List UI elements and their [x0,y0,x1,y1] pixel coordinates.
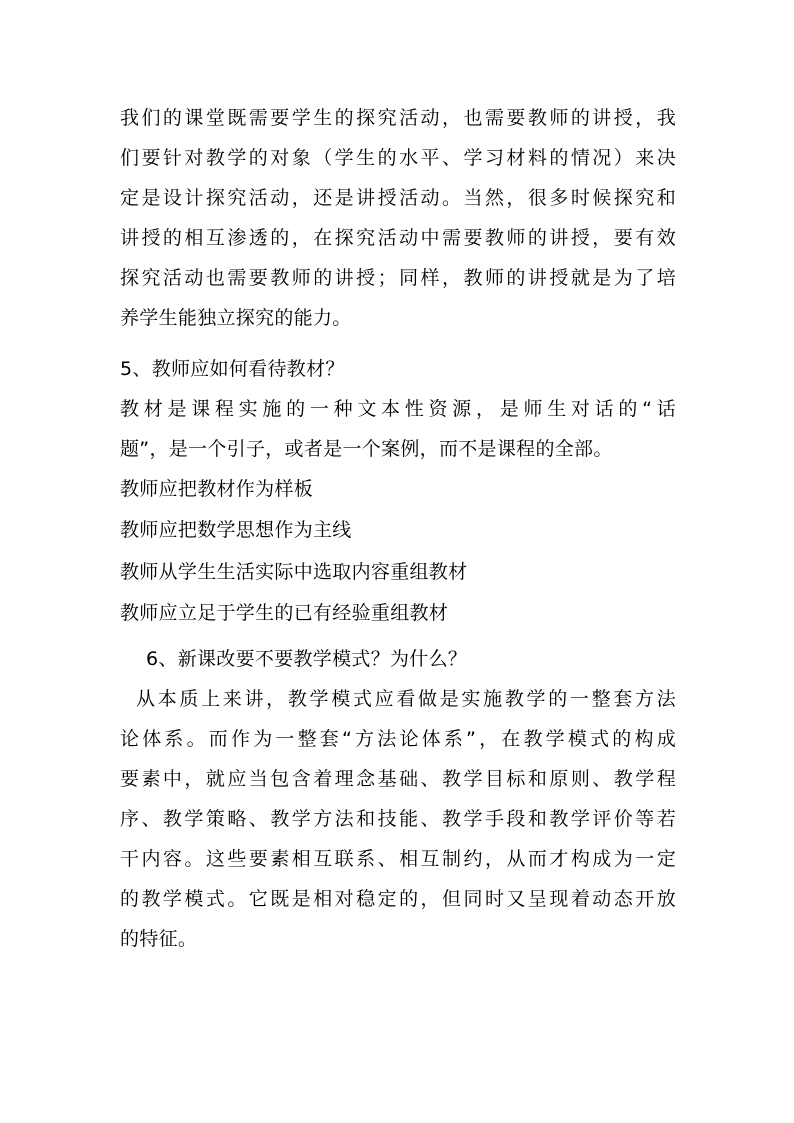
paragraph-2-line-2: 题”，是一个引子，或者是一个案例，而不是课程的全部。 [120,438,613,460]
paragraph-3-line-5: 干内容。这些要素相互联系、相互制约，从而才构成为一定 [120,848,676,870]
heading-5: 5、教师应如何看待教材？ [120,358,345,380]
list-item-3: 教师从学生生活实际中选取内容重组教材 [120,561,468,583]
paragraph-2-line-1: 教材是课程实施的一种文本性资源，是师生对话的“话 [120,398,676,420]
list-item-2: 教师应把数学思想作为主线 [120,519,352,541]
list-item-4: 教师应立足于学生的已有经验重组教材 [120,602,449,624]
paragraph-3-line-6: 的教学模式。它既是相对稳定的，但同时又呈现着动态开放 [120,888,676,910]
paragraph-1-line-6: 养学生能独立探究的能力。 [120,307,352,329]
paragraph-3-line-3: 要素中，就应当包含着理念基础、教学目标和原则、教学程 [120,768,676,790]
paragraph-3-line-7: 的特征。 [120,928,198,950]
paragraph-1-line-5: 探究活动也需要教师的讲授；同样，教师的讲授就是为了培 [120,267,676,289]
paragraph-1-line-4: 讲授的相互渗透的，在探究活动中需要教师的讲授，要有效 [120,227,676,249]
heading-6: 6、新课改要不要教学模式？为什么？ [146,648,468,670]
paragraph-1-line-2: 们要针对教学的对象（学生的水平、学习材料的情况）来决 [120,147,676,169]
list-item-1: 教师应把教材作为样板 [120,478,314,500]
paragraph-1-line-3: 定是设计探究活动，还是讲授活动。当然，很多时候探究和 [120,187,676,209]
paragraph-3-line-4: 序、教学策略、教学方法和技能、教学手段和教学评价等若 [120,808,676,830]
paragraph-3-line-2: 论体系。而作为一整套“方法论体系”，在教学模式的构成 [120,728,676,750]
paragraph-1-line-1: 我们的课堂既需要学生的探究活动，也需要教师的讲授，我 [120,107,676,129]
paragraph-3-line-1: 从本质上来讲，教学模式应看做是实施教学的一整套方法 [136,688,676,710]
